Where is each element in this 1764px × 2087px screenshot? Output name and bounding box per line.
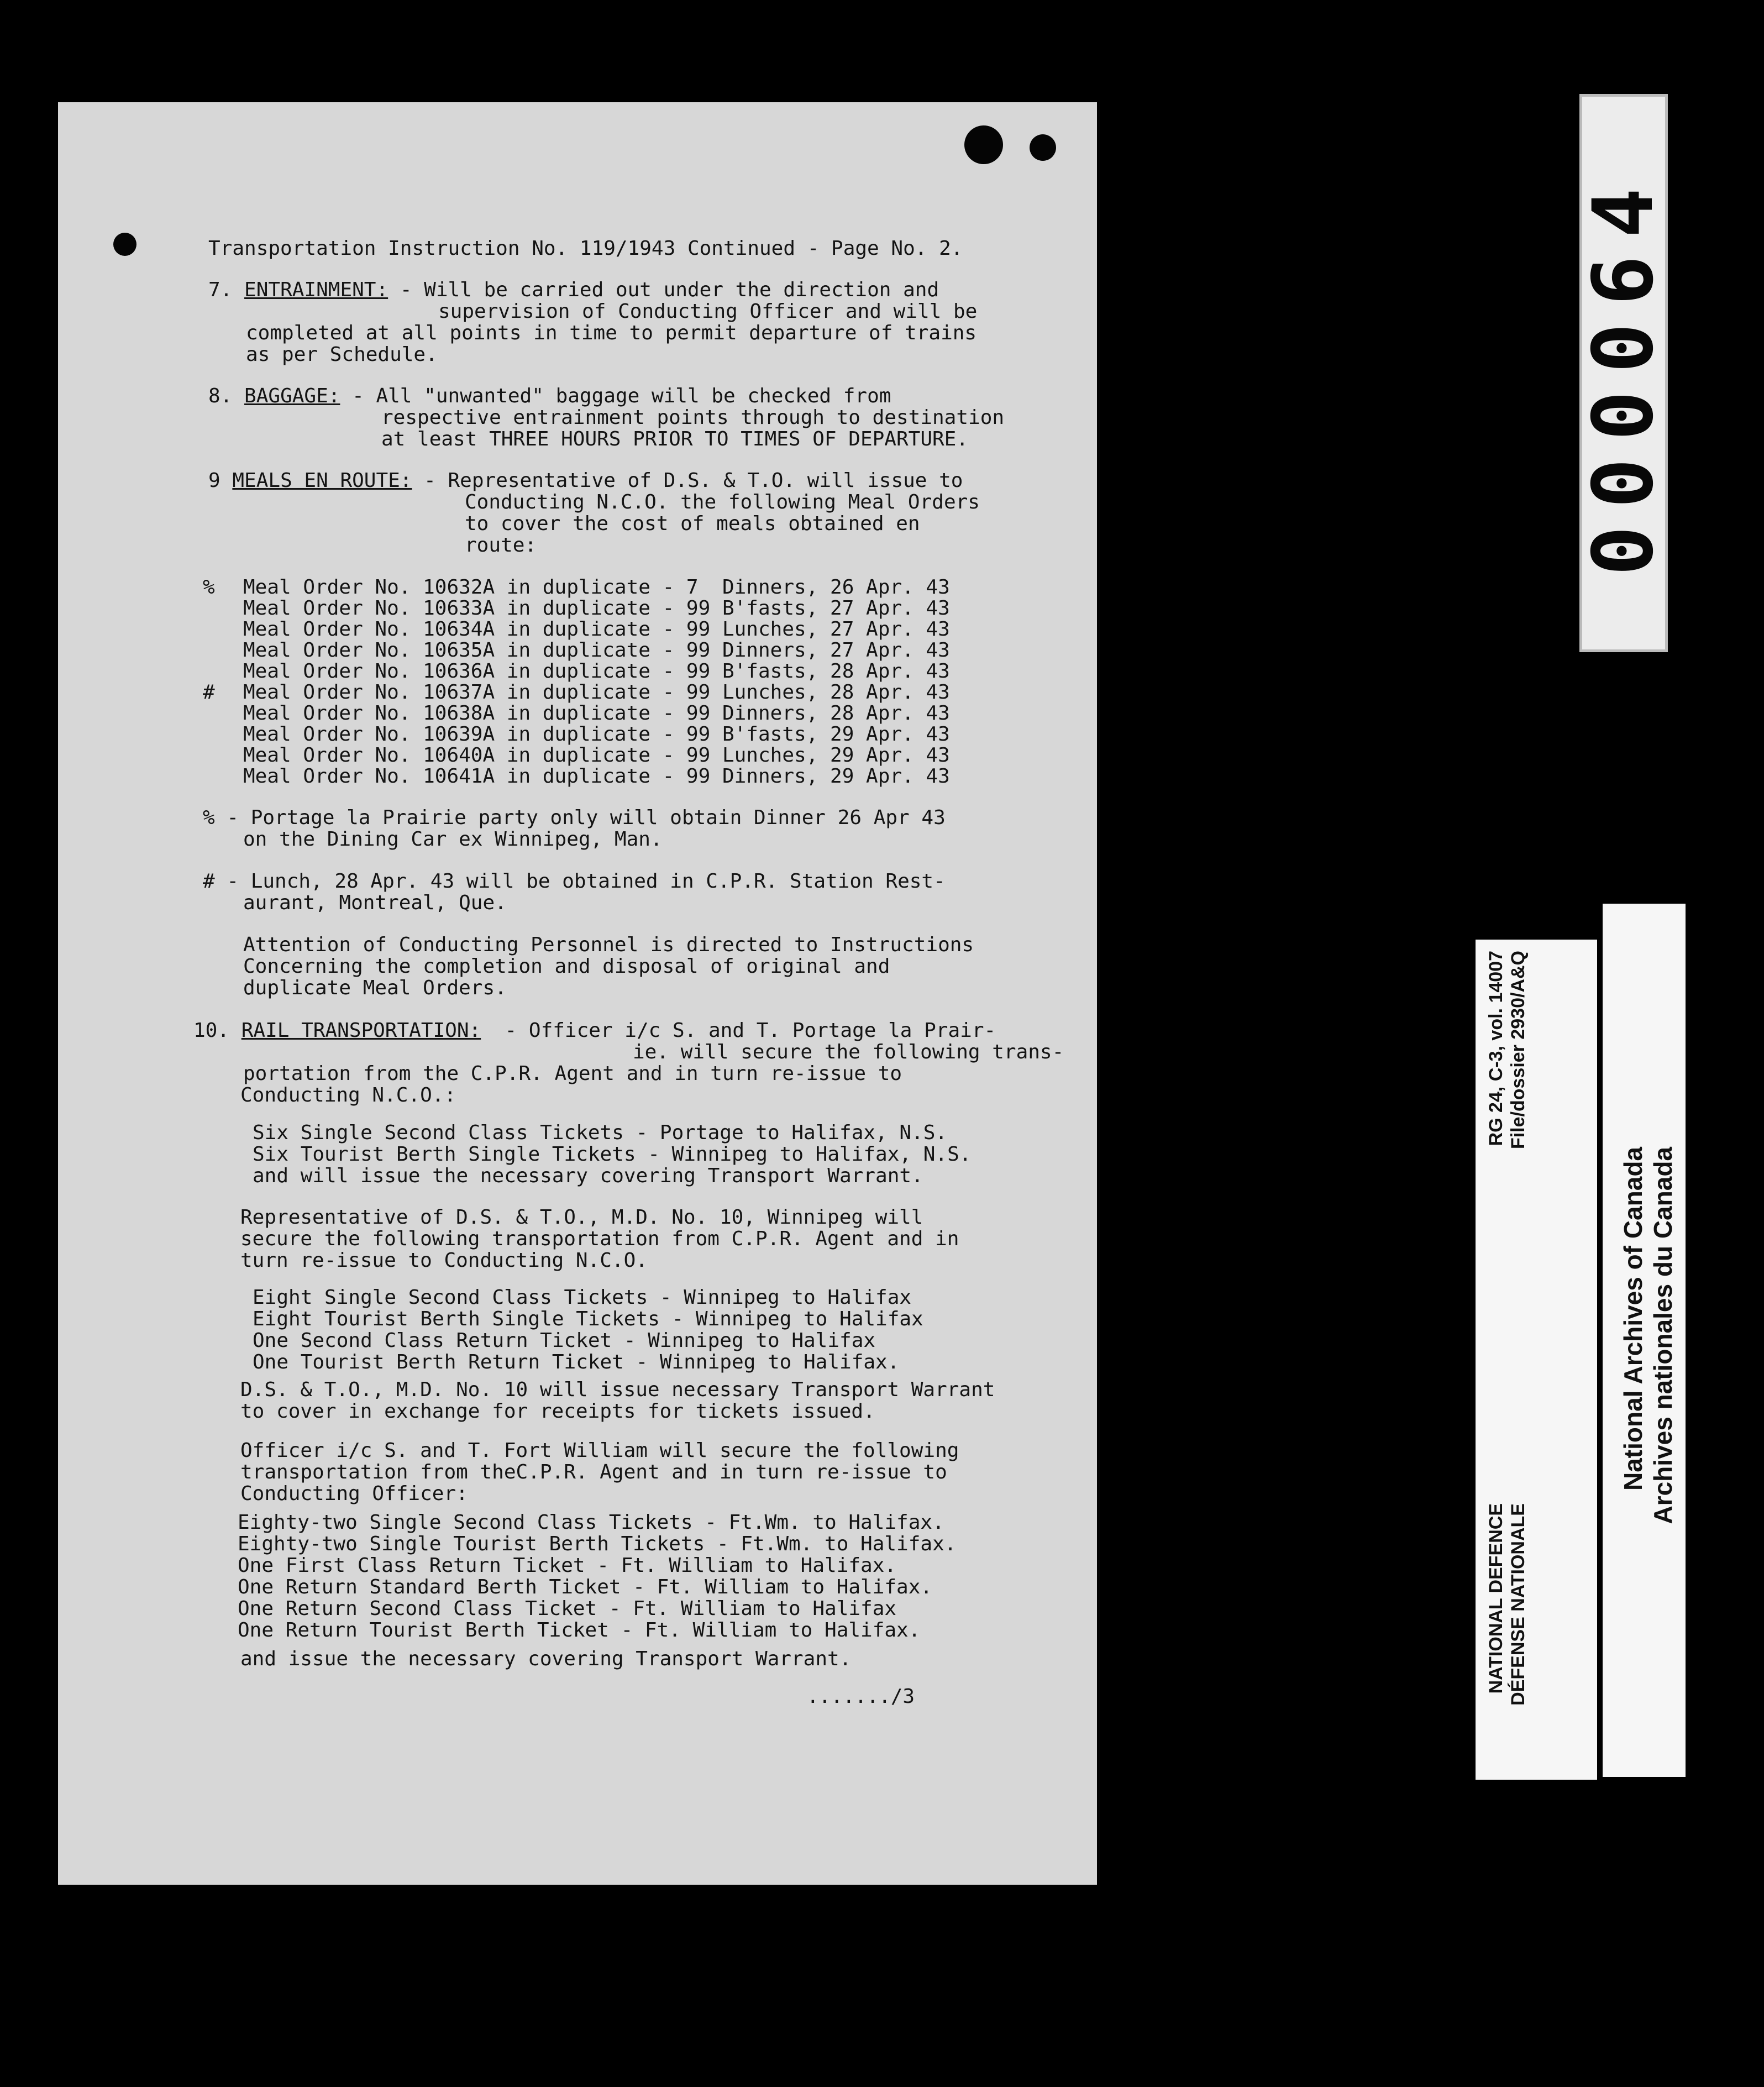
page-header: Transportation Instruction No. 119/1943 Continued - Page No. 2.	[208, 237, 963, 260]
section-text: portation from the C.P.R. Agent and in turn re-issue to	[243, 1062, 902, 1085]
winnipeg-instruction: turn re-issue to Conducting N.C.O.	[240, 1249, 648, 1272]
meal-order-mark: #	[203, 681, 215, 704]
section-number: 10.	[193, 1019, 230, 1042]
section-text: Conducting N.C.O. the following Meal Orders	[465, 491, 980, 513]
section-text: at least THREE HOURS PRIOR TO TIMES OF DEPARTURE.	[381, 428, 969, 450]
note-percent: % - Portage la Prairie party only will obtain Dinner 26 Apr 43	[203, 806, 946, 829]
meal-order-row: Meal Order No. 10634A in duplicate - 99 Lunches, 27 Apr. 43	[243, 618, 950, 641]
ticket-line: Six Single Second Class Tickets - Portage to Halifax, N.S.	[253, 1121, 948, 1144]
section-number: 9	[208, 469, 221, 492]
section-text: to cover the cost of meals obtained en	[465, 512, 920, 535]
meal-order-row: Meal Order No. 10639A in duplicate - 99 B'fasts, 29 Apr. 43	[243, 723, 950, 746]
attention-note: duplicate Meal Orders.	[243, 977, 507, 999]
winnipeg-instruction: secure the following transportation from C.P.R. Agent and in	[240, 1228, 959, 1250]
section-text: - Officer i/c S. and T. Portage la Prair-	[481, 1019, 996, 1042]
section-10-title	[193, 1020, 996, 1041]
meal-order-row: Meal Order No. 10641A in duplicate - 99 Dinners, 29 Apr. 43	[243, 765, 950, 788]
section-number: 8.	[208, 385, 233, 407]
meal-order-row: Meal Order No. 10636A in duplicate - 99 B'fasts, 28 Apr. 43	[243, 660, 950, 683]
closing-line: and issue the necessary covering Transport Warrant.	[240, 1648, 852, 1670]
ticket-line: One Tourist Berth Return Ticket - Winnipeg to Halifax.	[253, 1351, 900, 1373]
section-number: 7.	[208, 279, 233, 301]
section-8-title	[208, 385, 891, 407]
attention-note: Attention of Conducting Personnel is directed to Instructions	[243, 934, 974, 956]
archive-name-label	[1603, 904, 1686, 1777]
ticket-line: and will issue the necessary covering Transport Warrant.	[253, 1165, 923, 1187]
frame-number-label	[1576, 94, 1672, 652]
section-text: respective entrainment points through to destination	[381, 406, 1005, 429]
department-name: NATIONAL DEFENCE	[1485, 1503, 1506, 1694]
meal-order-mark: %	[203, 576, 215, 599]
archive-name-en: National Archives of Canada	[1619, 1147, 1647, 1491]
frame-number: 000064	[1576, 170, 1672, 576]
section-heading: ENTRAINMENT:	[244, 279, 389, 301]
section-text: completed at all points in time to permit departure of trains	[246, 322, 977, 344]
note-hash: aurant, Montreal, Que.	[243, 892, 507, 914]
note-hash: # - Lunch, 28 Apr. 43 will be obtained in C.P.R. Station Rest-	[203, 870, 946, 893]
note-percent: on the Dining Car ex Winnipeg, Man.	[243, 828, 663, 851]
archive-reference-line: RG 24, C-3, vol. 14007	[1485, 951, 1506, 1146]
archive-reference-line: File/dossier 2930/A&Q	[1508, 951, 1529, 1150]
section-heading: BAGGAGE:	[244, 385, 340, 407]
winnipeg-instruction: Representative of D.S. & T.O., M.D. No. 10, Winnipeg will	[240, 1206, 923, 1229]
attention-note: Concerning the completion and disposal of original and	[243, 955, 890, 978]
warrant-note: to cover in exchange for receipts for tickets issued.	[240, 1400, 875, 1423]
document-page	[58, 102, 1097, 1885]
meal-order-row: Meal Order No. 10640A in duplicate - 99 Lunches, 29 Apr. 43	[243, 744, 950, 767]
fort-william-instruction: Officer i/c S. and T. Fort William will secure the following	[240, 1439, 959, 1462]
section-7-title	[208, 279, 939, 301]
section-text: route:	[465, 534, 537, 557]
archive-name-fr: Archives nationales du Canada	[1649, 1147, 1677, 1524]
section-text: - Will be carried out under the direction and	[388, 279, 939, 301]
section-text: as per Schedule.	[246, 343, 438, 366]
section-text: - All "unwanted" baggage will be checked from	[340, 385, 891, 407]
ticket-line: Eight Single Second Class Tickets - Winnipeg to Halifax	[253, 1286, 912, 1309]
ticket-line: One Return Tourist Berth Ticket - Ft. William to Halifax.	[238, 1619, 921, 1642]
meal-order-row: Meal Order No. 10632A in duplicate - 7 Dinners, 26 Apr. 43	[243, 576, 950, 599]
typed-text	[58, 102, 1097, 1885]
ticket-line: One Second Class Return Ticket - Winnipeg to Halifax	[253, 1329, 876, 1352]
section-heading: RAIL TRANSPORTATION:	[241, 1019, 481, 1042]
fort-william-instruction: transportation from theC.P.R. Agent and in turn re-issue to	[240, 1461, 947, 1483]
section-text: - Representative of D.S. & T.O. will issue to	[412, 469, 963, 492]
page-continued: ......./3	[807, 1685, 915, 1708]
section-heading: MEALS EN ROUTE:	[232, 469, 412, 492]
meal-order-row: Meal Order No. 10633A in duplicate - 99 B'fasts, 27 Apr. 43	[243, 597, 950, 620]
ticket-line: Six Tourist Berth Single Tickets - Winnipeg to Halifax, N.S.	[253, 1143, 972, 1166]
ticket-line: One Return Standard Berth Ticket - Ft. William to Halifax.	[238, 1576, 933, 1598]
archive-reference-label	[1476, 940, 1597, 1780]
ticket-line: Eighty-two Single Second Class Tickets - Ft.Wm. to Halifax.	[238, 1511, 944, 1534]
meal-order-row: Meal Order No. 10637A in duplicate - 99 Lunches, 28 Apr. 43	[243, 681, 950, 704]
department-name: DÉFENSE NATIONALE	[1508, 1503, 1529, 1706]
section-text: ie. will secure the following trans-	[633, 1041, 1064, 1063]
ticket-line: Eight Tourist Berth Single Tickets - Winnipeg to Halifax	[253, 1308, 923, 1330]
ticket-line: One Return Second Class Ticket - Ft. William to Halifax	[238, 1597, 897, 1620]
fort-william-instruction: Conducting Officer:	[240, 1482, 468, 1505]
meal-order-row: Meal Order No. 10635A in duplicate - 99 Dinners, 27 Apr. 43	[243, 639, 950, 662]
section-text: supervision of Conducting Officer and will be	[438, 300, 978, 323]
ticket-line: One First Class Return Ticket - Ft. William to Halifax.	[238, 1554, 897, 1577]
section-text: Conducting N.C.O.:	[240, 1084, 456, 1107]
ticket-line: Eighty-two Single Tourist Berth Tickets - Ft.Wm. to Halifax.	[238, 1533, 957, 1555]
section-9-title	[208, 470, 963, 491]
warrant-note: D.S. & T.O., M.D. No. 10 will issue necessary Transport Warrant	[240, 1378, 995, 1401]
meal-order-row: Meal Order No. 10638A in duplicate - 99 Dinners, 28 Apr. 43	[243, 702, 950, 725]
